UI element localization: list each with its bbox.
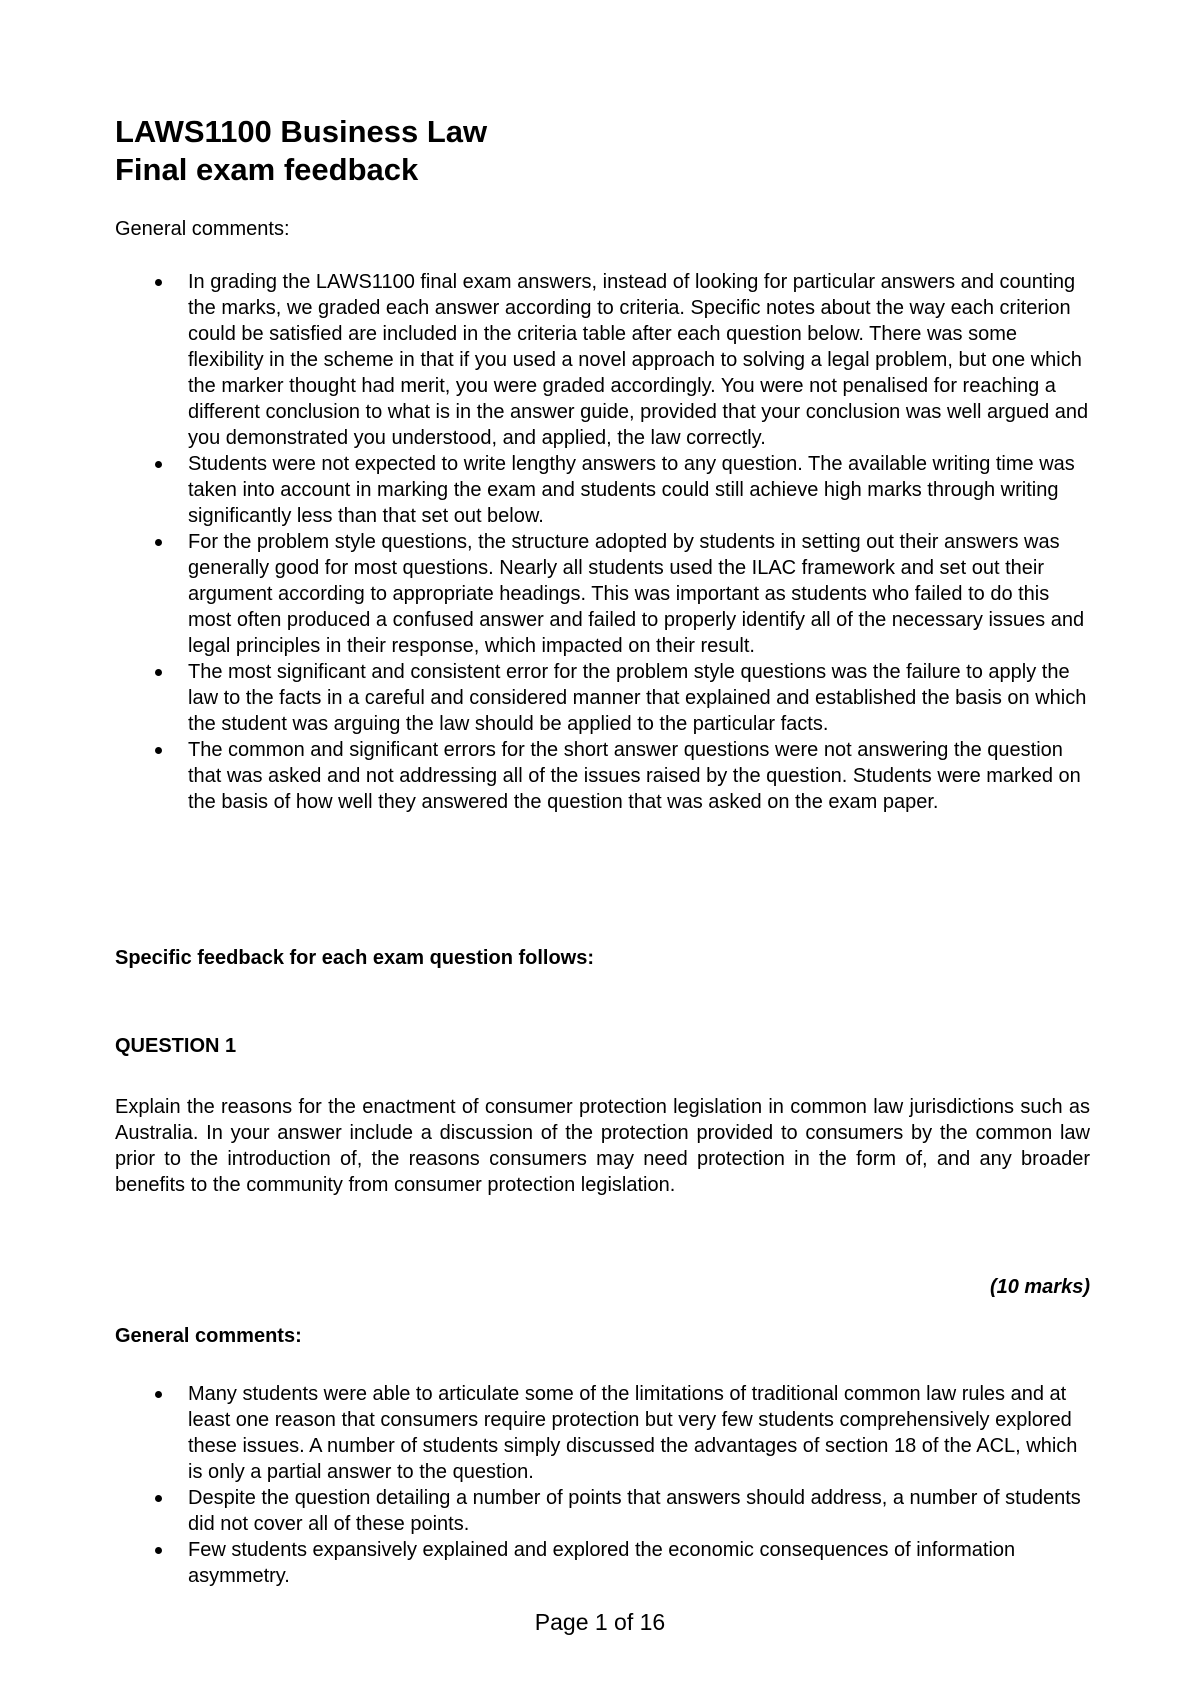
document-subtitle: Final exam feedback bbox=[115, 152, 419, 187]
question-general-comments-label: General comments: bbox=[115, 1325, 302, 1347]
list-item: For the problem style questions, the structure adopted by students in setting out their answers was generally good for most questions. Nearly all students used the ILAC framework and set out their argument according to appropriate headings. This was important as students who failed to do this most often produced a confused answer and failed to properly identify all of the necessary issues and legal principles in their response, which impacted on their result. bbox=[115, 529, 1095, 659]
marks-label: (10 marks) bbox=[989, 1276, 1090, 1298]
question-heading: QUESTION 1 bbox=[115, 1035, 237, 1057]
document-title: LAWS1100 Business Law bbox=[115, 114, 488, 149]
general-comments-list bbox=[115, 269, 1095, 815]
question-text: Explain the reasons for the enactment of consumer protection legislation in common law jurisdictions such as Australia. In your answer include a discussion of the protection provided to consumers by the common law prior to the introduction of, the reasons consumers may need protection in the form of, and any broader benefits to the community from consumer protection legislation. bbox=[115, 1096, 1090, 1196]
list-item: The common and significant errors for the short answer questions were not answering the question that was asked and not addressing all of the issues raised by the question. Students were marked on the basis of how well they answered the question that was asked on the exam paper. bbox=[115, 737, 1095, 815]
question-comments-list bbox=[115, 1381, 1095, 1589]
list-item: The most significant and consistent error for the problem style questions was the failure to apply the law to the facts in a careful and considered manner that explained and established the basis on which the student was arguing the law should be applied to the particular facts. bbox=[115, 659, 1095, 737]
specific-feedback-heading: Specific feedback for each exam question follows: bbox=[115, 947, 595, 969]
list-item: Despite the question detailing a number of points that answers should address, a number of students did not cover all of these points. bbox=[115, 1485, 1095, 1537]
list-item: Few students expansively explained and explored the economic consequences of information asymmetry. bbox=[115, 1537, 1095, 1589]
list-item: Students were not expected to write lengthy answers to any question. The available writing time was taken into account in marking the exam and students could still achieve high marks through writing significantly less than that set out below. bbox=[115, 451, 1095, 529]
page-number: Page 1 of 16 bbox=[534, 1609, 666, 1635]
list-item: Many students were able to articulate some of the limitations of traditional common law rules and at least one reason that consumers require protection but very few students comprehensively explored these issues. A number of students simply discussed the advantages of section 18 of the ACL, which is only a partial answer to the question. bbox=[115, 1381, 1095, 1485]
general-comments-label: General comments: bbox=[115, 218, 290, 240]
list-item: In grading the LAWS1100 final exam answers, instead of looking for particular answers and counting the marks, we graded each answer according to criteria. Specific notes about the way each criterion could be satisfied are included in the criteria table after each question below. There was some flexibility in the scheme in that if you used a novel approach to solving a legal problem, but one which the marker thought had merit, you were graded accordingly. You were not penalised for reaching a different conclusion to what is in the answer guide, provided that your conclusion was well argued and you demonstrated you understood, and applied, the law correctly. bbox=[115, 269, 1095, 451]
